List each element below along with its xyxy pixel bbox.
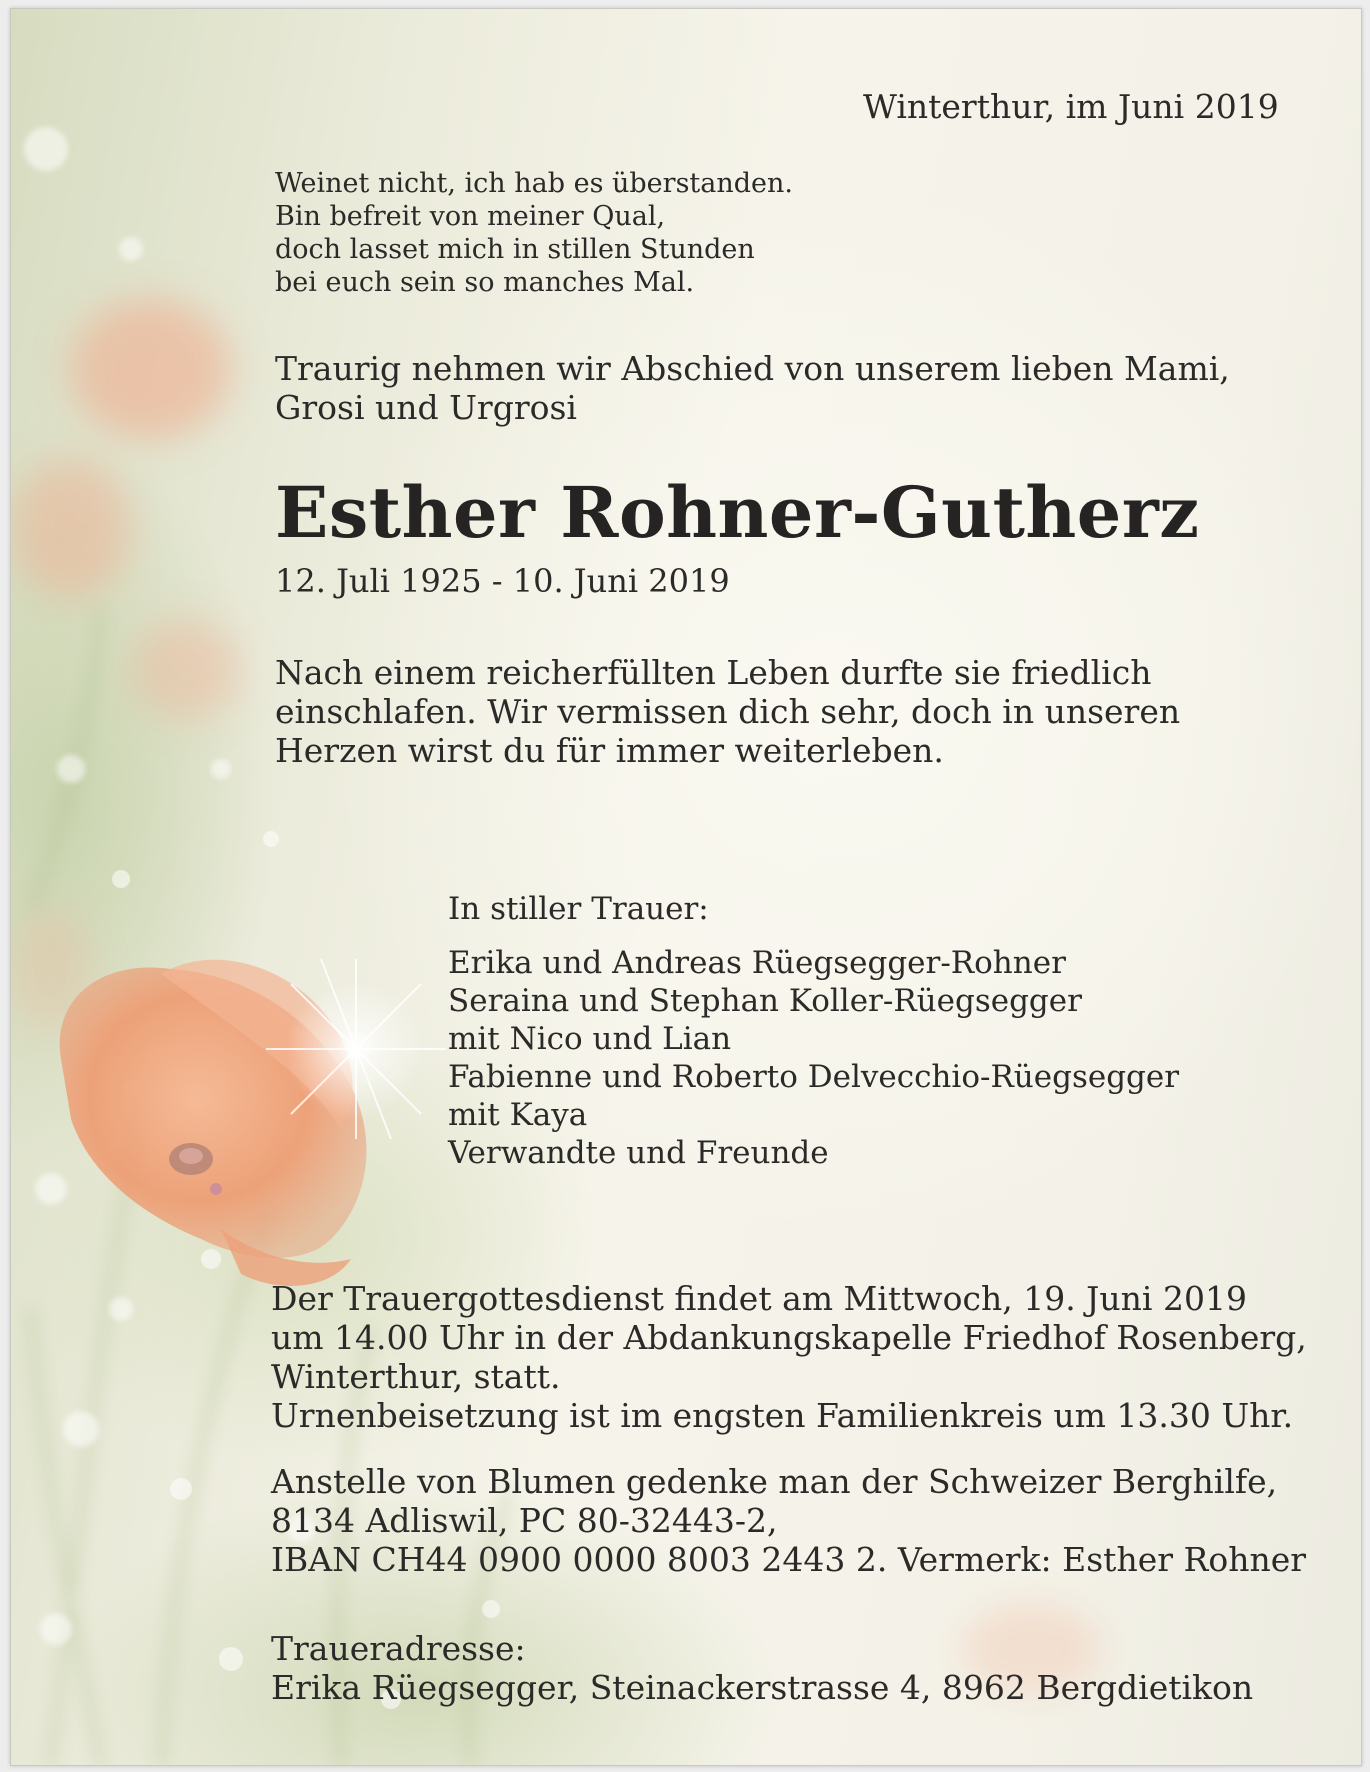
poem-line: bei euch sein so manches Mal. bbox=[275, 267, 695, 298]
service-line: Urnenbeisetzung ist im engsten Familienkreis um 13.30 Uhr. bbox=[271, 1396, 1294, 1435]
donation-line: Anstelle von Blumen gedenke man der Schweizer Berghilfe, bbox=[271, 1462, 1278, 1501]
obituary-notice bbox=[10, 8, 1362, 1766]
place-date: Winterthur, im Juni 2019 bbox=[863, 87, 1279, 126]
service-line: um 14.00 Uhr in der Abdankungskapelle Friedhof Rosenberg, bbox=[271, 1318, 1307, 1357]
service-details bbox=[271, 1279, 1307, 1435]
family-member: mit Kaya bbox=[448, 1097, 588, 1133]
life-dates: 12. Juli 1925 - 10. Juni 2019 bbox=[275, 562, 730, 600]
tribute-line: Herzen wirst du für immer weiterleben. bbox=[275, 731, 944, 770]
tribute-line: einschlafen. Wir vermissen dich sehr, doch in unseren bbox=[275, 692, 1181, 731]
family-member: Fabienne und Roberto Delvecchio-Rüegsegger bbox=[448, 1059, 1180, 1095]
service-line: Der Trauergottesdienst findet am Mittwoch, 19. Juni 2019 bbox=[271, 1279, 1247, 1318]
poem bbox=[275, 167, 793, 299]
poem-line: Weinet nicht, ich hab es überstanden. bbox=[275, 168, 793, 199]
tribute-line: Nach einem reicherfüllten Leben durfte sie friedlich bbox=[275, 653, 1152, 692]
tribute-text bbox=[275, 653, 1180, 770]
service-line: Winterthur, statt. bbox=[271, 1357, 561, 1396]
family-list bbox=[448, 944, 1179, 1172]
farewell-intro bbox=[275, 349, 1230, 427]
donation-line: 8134 Adliswil, PC 80-32443-2, bbox=[271, 1501, 778, 1540]
family-member: Verwandte und Freunde bbox=[448, 1135, 829, 1171]
mourning-address: Erika Rüegsegger, Steinackerstrasse 4, 8962 Bergdietikon bbox=[271, 1668, 1254, 1707]
intro-line: Grosi und Urgrosi bbox=[275, 388, 577, 427]
donation-details bbox=[271, 1462, 1306, 1579]
family-member: Erika und Andreas Rüegsegger-Rohner bbox=[448, 945, 1066, 981]
address-label: Traueradresse: bbox=[271, 1629, 526, 1668]
poem-line: doch lasset mich in stillen Stunden bbox=[275, 234, 755, 265]
donation-line: IBAN CH44 0900 0000 8003 2443 2. Vermerk: Esther Rohner bbox=[271, 1540, 1307, 1579]
family-member: Seraina und Stephan Koller-Rüegsegger bbox=[448, 983, 1082, 1019]
deceased-name: Esther Rohner-Gutherz bbox=[275, 471, 1200, 554]
mourning-label: In stiller Trauer: bbox=[448, 891, 709, 927]
intro-line: Traurig nehmen wir Abschied von unserem lieben Mami, bbox=[275, 349, 1230, 388]
poem-line: Bin befreit von meiner Qual, bbox=[275, 201, 666, 232]
sun-flare bbox=[266, 959, 446, 1139]
family-member: mit Nico und Lian bbox=[448, 1021, 732, 1057]
